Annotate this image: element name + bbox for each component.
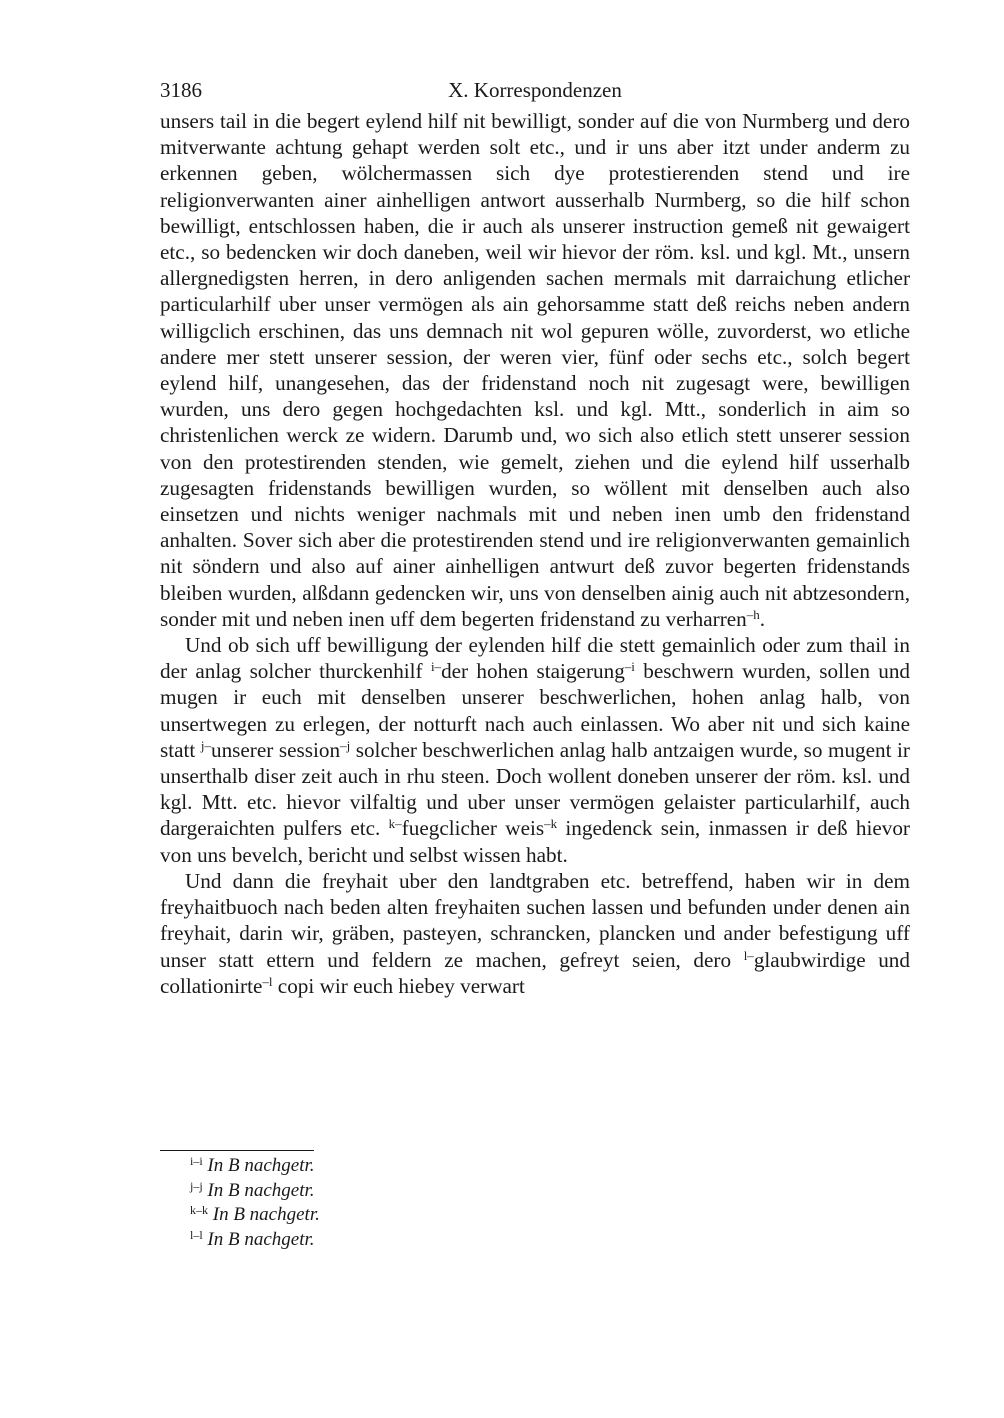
- footnote-marker: –j: [340, 737, 351, 753]
- footnote-mark: k–k: [190, 1203, 208, 1217]
- text-segment: unserer session: [210, 737, 341, 762]
- footnote-text: In B nachgetr.: [207, 1228, 315, 1250]
- footnote-marker: l–: [743, 947, 754, 963]
- paragraph: [160, 108, 910, 632]
- running-head: [160, 78, 910, 108]
- footnote-mark: j–j: [190, 1178, 203, 1193]
- footnotes: [190, 1154, 320, 1252]
- footnote-text: In B nachgetr.: [207, 1179, 315, 1201]
- footnote-rule: [160, 1150, 314, 1151]
- paragraph: [160, 632, 910, 868]
- footnote-marker: –k: [544, 816, 558, 832]
- text-segment: beschwern wurden, sollen und mugen ir euch mit denselben unserer beschwerlichen, hohen anlag halb, von unsertwegen zu erlegen, der notturft nach auch einlassen. Wo aber nit und sich kaine statt: [160, 659, 911, 762]
- footnote-marker: i–: [430, 659, 442, 675]
- footnote-marker: –l: [262, 973, 273, 989]
- text-segment: Und ob sich uff bewilligung der eylenden hilf die stett gemainlich oder zum thail in der anlag solcher thurckenhilf: [160, 633, 910, 684]
- text-segment: fuegclicher weis: [401, 816, 545, 841]
- text-segment: glaubwirdige und collationirte: [160, 947, 910, 998]
- footnote-marker: –i: [624, 659, 635, 675]
- footnote: [190, 1154, 320, 1179]
- footnote: [190, 1203, 320, 1228]
- footnote-marker: j–: [200, 737, 211, 753]
- footnote-marker: k–: [388, 816, 402, 832]
- page-number: 3186: [160, 78, 202, 102]
- text-segment: .: [759, 606, 766, 631]
- body-text: [160, 108, 910, 999]
- running-title: X. Korrespondenzen: [448, 78, 622, 102]
- footnote-text: In B nachgetr.: [207, 1155, 315, 1176]
- page: [160, 78, 910, 999]
- footnote: [190, 1228, 320, 1253]
- text-segment: solcher beschwerlichen anlag halb antzaigen wurde, so mugent ir unserthalb diser zeit auch in rhu steen. Doch wollent doneben unserer der röm. ksl. und kgl. Mtt. etc. hievor vilfaltig und uber unser vermögen gelaister particularhilf, auch dargeraichten pulfers etc.: [160, 737, 910, 841]
- footnote-marker: –h: [746, 606, 760, 622]
- paragraph: [160, 868, 910, 999]
- text-segment: Und dann die freyhait uber den landtgraben etc. betreffend, haben wir in dem freyhaitbuoch nach beden alten freyhaiten suchen lassen und befunden under denen ain freyhait, darin wir, gräben, pasteyen, schrancken, plancken und ander befestigung uff unser statt ettern und feldern ze machen, gefreyt seien, dero: [160, 868, 910, 972]
- footnote: [190, 1179, 320, 1204]
- text-segment: copi wir euch hiebey verwart: [272, 973, 525, 998]
- text-segment: unsers tail in die begert eylend hilf nit bewilligt, sonder auf die von Nurmberg und dero mitverwante achtung gehapt werden solt etc., und ir uns aber itzt under anderm zu erkennen geben, wölchermassen sich dye protestierenden stend und ire religionverwanten ainer ainhelligen antwort ausserhalb Nurmberg, so die hilf schon bewilligt, entschlossen haben, die ir auch als unserer instruction gemeß nit gewaigert etc., so bedencken wir doch daneben, weil wir hievor der röm. ksl. und kgl. Mt., unsern allergnedigsten herren, in dero anligenden sachen mermals mit darraichung etlicher particularhilf uber unser vermögen als ain gehorsamme statt deß reichs neben andern willigclich erschinen, das uns demnach nit wol gepuren wölle, zuvorderst, wo etliche andere mer stett unserer session, der weren vier, fünf oder sechs etc., solch begert eylend hilf, unangesehen, das der fridenstand noch nit zugesagt were, bewilligen wurden, uns dero gegen hochgedachten ksl. und kgl. Mtt., sonderlich in aim so christenlichen werck ze widern. Darumb und, wo sich also etlich stett unserer session von den protestirenden stenden, wie gemelt, ziehen und die eylend hilf usserhalb zugesagten fridenstands bewilligen wurden, so wöllent mit denselben auch also einsetzen und nichts weniger nachmals mit und neben inen umb den fridenstand anhalten. Sover sich aber die protestirenden stend und ire religionverwanten gemainlich nit söndern und also auf ainer ainhelligen antwurt deß zuvor begerten fridenstands bleiben wurden, alßdann gedencken wir, uns von denselben ainig auch nit abtzesondern, sonder mit und neben inen uff dem begerten fridenstand zu verharren: [160, 109, 910, 631]
- footnote-mark: i–i: [190, 1154, 203, 1168]
- footnote-mark: l–l: [190, 1227, 203, 1242]
- footnote-text: In B nachgetr.: [212, 1204, 320, 1225]
- text-segment: der hohen staigerung: [441, 659, 625, 684]
- text-segment: ingedenck sein, inmassen ir deß hievor von uns bevelch, bericht und selbst wissen habt.: [160, 816, 910, 867]
